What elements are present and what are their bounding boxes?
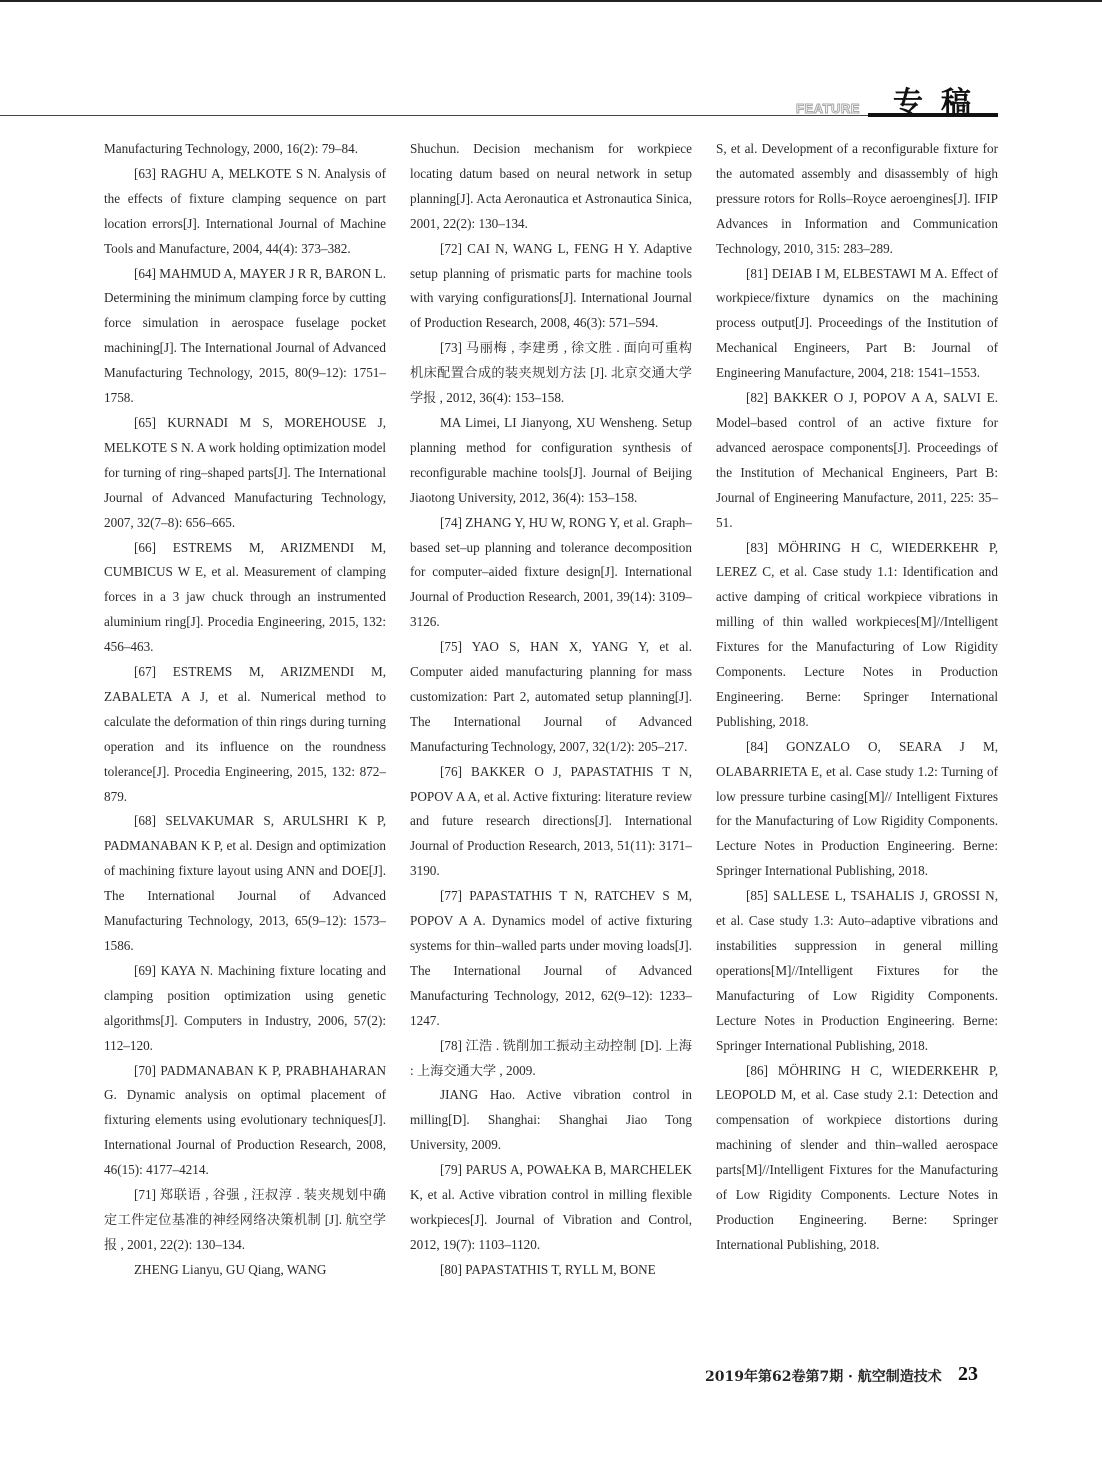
- reference-entry: [77] PAPASTATHIS T N, RATCHEV S M, POPOV A A. Dynamics model of active fixturing systems for thin–walled parts under moving loads[J]. The International Journal of Advanced Manufacturing Technology, 2012, 62(9–12): 1233–1247.: [410, 888, 692, 1028]
- reference-entry: [65] KURNADI M S, MOREHOUSE J, MELKOTE S N. A work holding optimization model for turning of ring–shaped parts[J]. The International Journal of Advanced Manufacturing Technology, 2007, 32(7–8): 656–665.: [104, 414, 386, 530]
- reference-entry: [86] MÖHRING H C, WIEDERKEHR P, LEOPOLD M, et al. Case study 2.1: Detection and compensation of workpiece distortions during machining of slender and thin–walled aerospace parts[M]//Intelligent Fixtures for the Manufacturing of Low Rigidity Components. Lecture Notes in Production Engineering. Berne: Springer International Publishing, 2018.: [716, 1062, 998, 1252]
- reference-entry: [75] YAO S, HAN X, YANG Y, et al. Computer aided manufacturing planning for mass customization: Part 2, automated setup planning[J]. The International Journal of Advanced Manufacturing Technology, 2007, 32(1/2): 205–217.: [410, 639, 692, 754]
- reference-entry: [72] CAI N, WANG L, FENG H Y. Adaptive setup planning of prismatic parts for machine tools with varying configurations[J]. International Journal of Production Research, 2008, 46(3): 571–594.: [410, 240, 692, 331]
- page-number: 23: [958, 1363, 978, 1385]
- reference-entry: [81] DEIAB I M, ELBESTAWI M A. Effect of workpiece/fixture dynamics on the machining process output[J]. Proceedings of the Institution of Mechanical Engineers, Part B: Journal of Engineering Manufacture, 2004, 218: 1541–1553.: [716, 265, 998, 381]
- reference-entry: [85] SALLESE L, TSAHALIS J, GROSSI N, et al. Case study 1.3: Auto–adaptive vibrations and instabilities suppression in general milling operations[M]//Intelligent Fixtures for the Manufacturing of Low Rigidity Components. Lecture Notes in Production Engineering. Berne: Springer International Publishing, 2018.: [716, 888, 998, 1053]
- reference-entry: [71] 郑联语 , 谷强 , 汪叔淳 . 装夹规划中确定工件定位基准的神经网络决策机制 [J]. 航空学报 , 2001, 22(2): 130–134.: [104, 1187, 386, 1252]
- reference-entry: [68] SELVAKUMAR S, ARULSHRI K P, PADMANABAN K P, et al. Design and optimization of machining fixture layout using ANN and DOE[J]. The International Journal of Advanced Manufacturing Technology, 2013, 65(9–12): 1573–1586.: [104, 813, 386, 953]
- reference-entry: [84] GONZALO O, SEARA J M, OLABARRIETA E, et al. Case study 1.2: Turning of low pressure turbine casing[M]// Intelligent Fixtures for the Manufacturing of Low Rigidity Components. Lecture Notes in Production Engineering. Berne: Springer International Publishing, 2018.: [716, 738, 998, 879]
- reference-entry: [73] 马丽梅 , 李建勇 , 徐文胜 . 面向可重构机床配置合成的装夹规划方法 [J]. 北京交通大学学报 , 2012, 36(4): 153–158.: [410, 340, 692, 406]
- top-border-line: [0, 0, 1102, 2]
- reference-entry: [80] PAPASTATHIS T, RYLL M, BONE: [440, 1261, 656, 1277]
- reference-entry: [79] PARUS A, POWAŁKA B, MARCHELEK K, et al. Active vibration control in milling flexible workpieces[J]. Journal of Vibration and Control, 2012, 19(7): 1103–1120.: [410, 1162, 692, 1252]
- reference-entry: S, et al. Development of a reconfigurable fixture for the automated assembly and disassembly of high pressure rotors for Rolls–Royce aeroengines[J]. IFIP Advances in Information and Communication Technology, 2010, 315: 283–289.: [716, 141, 998, 256]
- reference-entry: [67] ESTREMS M, ARIZMENDI M, ZABALETA A J, et al. Numerical method to calculate the deformation of thin rings during turning operation and its influence on the roundness tolerance[J]. Procedia Engineering, 2015, 132: 872–879.: [104, 664, 386, 804]
- section-title: 专稿: [893, 86, 989, 121]
- reference-column-1: [104, 137, 386, 1283]
- reference-entry: [74] ZHANG Y, HU W, RONG Y, et al. Graph–based set–up planning and tolerance decomposition for computer–aided fixture design[J]. International Journal of Production Research, 2001, 39(14): 3109–3126.: [410, 514, 692, 630]
- reference-column-2: [410, 137, 692, 1283]
- reference-entry: [66] ESTREMS M, ARIZMENDI M, CUMBICUS W E, et al. Measurement of clamping forces in a 3 jaw chuck through an instrumented aluminium ring[J]. Procedia Engineering, 2015, 132: 456–463.: [104, 539, 386, 655]
- reference-entry: MA Limei, LI Jianyong, XU Wensheng. Setup planning method for configuration synthesis of reconfigurable machine tools[J]. Journal of Beijing Jiaotong University, 2012, 36(4): 153–158.: [410, 414, 692, 505]
- footer-journal-info: 2019年第62卷第7期 · 航空制造技术: [705, 1369, 942, 1385]
- reference-entry: ZHENG Lianyu, GU Qiang, WANG: [134, 1261, 327, 1277]
- reference-entry: [69] KAYA N. Machining fixture locating and clamping position optimization using genetic algorithms[J]. Computers in Industry, 2006, 57(2): 112–120.: [104, 962, 386, 1053]
- reference-entry: [64] MAHMUD A, MAYER J R R, BARON L. Determining the minimum clamping force by cutting force simulation in aerospace fuselage pocket machining[J]. The International Journal of Advanced Manufacturing Technology, 2015, 80(9–12): 1751–1758.: [104, 265, 386, 406]
- reference-entry: [63] RAGHU A, MELKOTE S N. Analysis of the effects of fixture clamping sequence on part location errors[J]. International Journal of Machine Tools and Manufacture, 2004, 44(4): 373–382.: [104, 165, 386, 256]
- reference-entry: JIANG Hao. Active vibration control in milling[D]. Shanghai: Shanghai Jiao Tong University, 2009.: [410, 1087, 692, 1153]
- reference-entry: [83] MÖHRING H C, WIEDERKEHR P, LEREZ C, et al. Case study 1.1: Identification and active damping of critical workpiece vibrations in milling of thin walled workpieces[M]//Intelligent Fixtures for the Manufacturing of Low Rigidity Components. Lecture Notes in Production Engineering. Berne: Springer International Publishing, 2018.: [716, 539, 998, 729]
- reference-entry: [82] BAKKER O J, POPOV A A, SALVI E. Model–based control of an active fixture for advanced aerospace components[J]. Proceedings of the Institution of Mechanical Engineers, Part B: Journal of Engineering Manufacture, 2011, 225: 35–51.: [716, 390, 998, 530]
- feature-label: FEATURE: [796, 101, 860, 116]
- reference-entry: Manufacturing Technology, 2000, 16(2): 79–84.: [104, 141, 358, 156]
- reference-entry: [78] 江浩 . 铣削加工振动主动控制 [D]. 上海 : 上海交通大学 , 2009.: [410, 1037, 692, 1078]
- header-rule: [0, 115, 868, 116]
- reference-entry: Shuchun. Decision mechanism for workpiece locating datum based on neural network in setup planning[J]. Acta Aeronautica et Astronautica Sinica, 2001, 22(2): 130–134.: [410, 141, 692, 231]
- reference-column-3: [716, 137, 998, 1258]
- reference-entry: [76] BAKKER O J, PAPASTATHIS T N, POPOV A A, et al. Active fixturing: literature review and future research directions[J]. International Journal of Production Research, 2013, 51(11): 3171–3190.: [410, 763, 692, 879]
- reference-entry: [70] PADMANABAN K P, PRABHAHARAN G. Dynamic analysis on optimal placement of fixturing elements using evolutionary techniques[J]. International Journal of Production Research, 2008, 46(15): 4177–4214.: [104, 1062, 386, 1178]
